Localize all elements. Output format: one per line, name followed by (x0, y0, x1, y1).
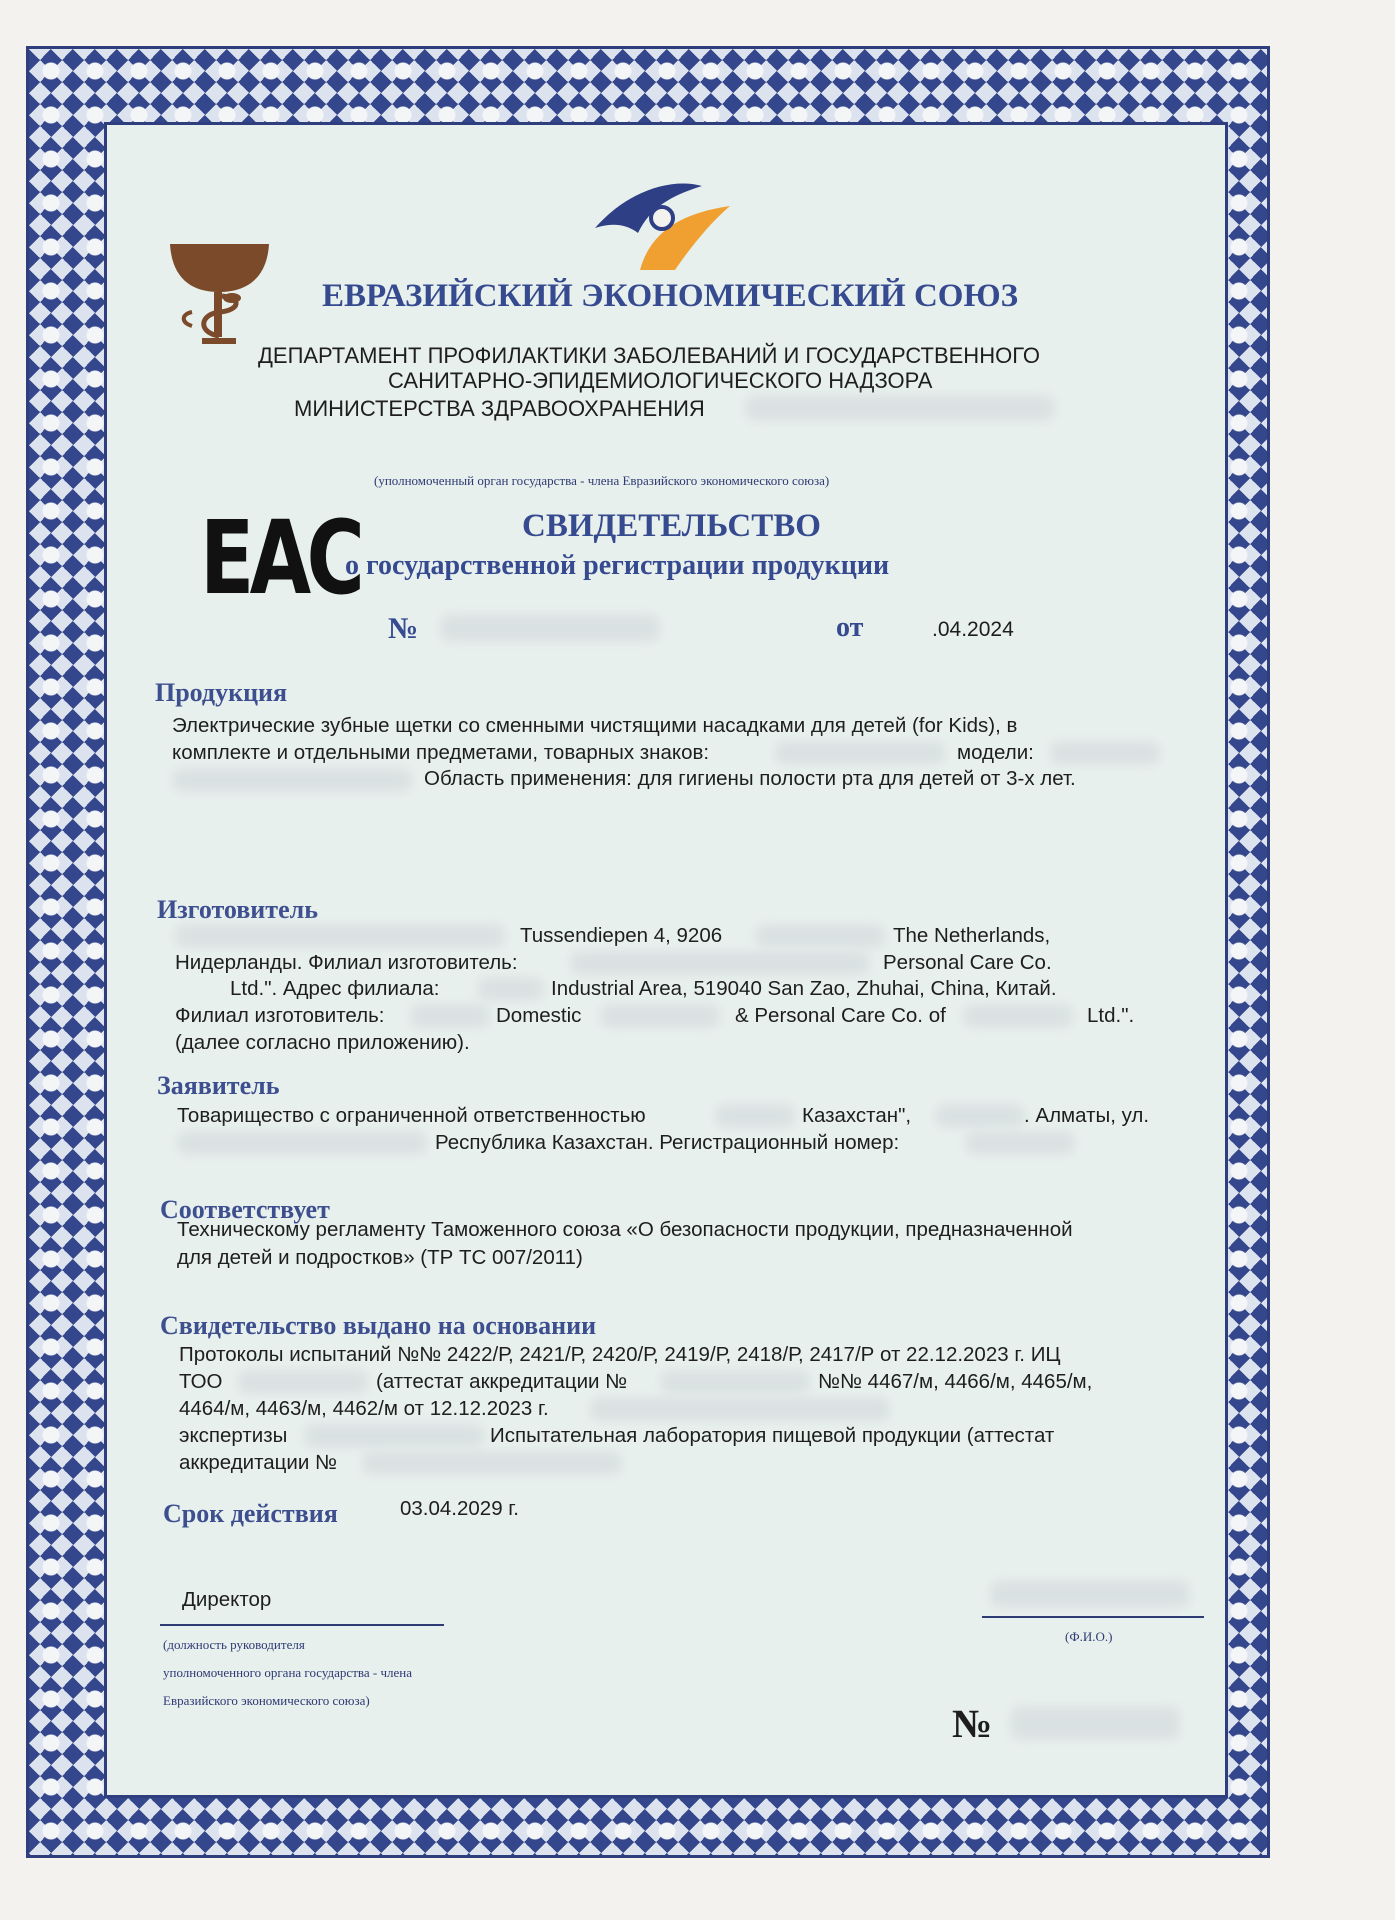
redacted-signatory-name (990, 1580, 1190, 1608)
date-label: от (836, 612, 864, 643)
number-label: № (388, 612, 419, 645)
validity-heading: Срок действия (163, 1499, 338, 1528)
name-caption: (Ф.И.О.) (1065, 1629, 1113, 1644)
product-line-2: комплекте и отдельными предметами, товарных знаков: (172, 741, 710, 764)
applicant-type: Товарищество с ограниченной ответственностью (177, 1104, 646, 1127)
medical-emblem-icon (162, 226, 277, 356)
product-line-1: Электрические зубные щетки со сменными чистящими насадками для детей (for Kids), в (172, 714, 1018, 737)
name-line (982, 1616, 1204, 1618)
product-line-3: Область применения: для гигиены полости рта для детей от 3-х лет. (424, 767, 1076, 790)
signatory-position: Директор (182, 1588, 272, 1611)
basis-heading: Свидетельство выдано на основании (160, 1311, 597, 1340)
redacted-manufacturer-name (175, 924, 505, 948)
basis-protocols-3: 4464/м, 4463/м, 4462/м от 12.12.2023 г. (179, 1397, 549, 1420)
manufacturer-branch-company: Personal Care Co. (883, 951, 1052, 974)
department-line-2: САНИТАРНО-ЭПИДЕМИОЛОГИЧЕСКОГО НАДЗОРА (388, 368, 933, 393)
basis-expertise: экспертизы (179, 1424, 288, 1447)
applicant-city: . Алматы, ул. (1024, 1104, 1150, 1127)
manufacturer-heading: Изготовитель (157, 895, 318, 924)
conformity-line-1: Техническому регламенту Таможенного союза «О безопасности продукции, предназначенной (177, 1218, 1073, 1241)
form-number-label: № (952, 1701, 993, 1746)
position-caption-2: уполномоченного органа государства - члена (163, 1665, 412, 1680)
basis-accreditation-2: аккредитации № (179, 1451, 337, 1474)
redacted-city (755, 924, 885, 948)
manufacturer-branch-address: Industrial Area, 519040 San Zao, Zhuhai, China, Китай. (551, 977, 1057, 1000)
redacted-form-number (1010, 1706, 1180, 1740)
basis-line-1: Протоколы испытаний №№ 2422/Р, 2421/Р, 2420/Р, 2419/Р, 2418/Р, 2417/Р от 22.12.2023 г. ИЦ (179, 1343, 1061, 1366)
redacted-branch2-1 (410, 1004, 490, 1028)
manufacturer-branch2-ltd: Ltd.". (1087, 1004, 1135, 1027)
authority-caption: (уполномоченный орган государства - члена Евразийского экономического союза) (374, 473, 830, 488)
product-heading: Продукция (155, 678, 288, 707)
redacted-country (745, 395, 1055, 421)
applicant-name-end: Казахстан", (802, 1104, 912, 1127)
conformity-heading: Соответствует (160, 1195, 330, 1224)
eaeu-logo-icon (590, 178, 740, 273)
union-name: ЕВРАЗИЙСКИЙ ЭКОНОМИЧЕСКИЙ СОЮЗ (322, 278, 1019, 314)
certificate-title: СВИДЕТЕЛЬСТВО (522, 508, 821, 544)
redacted-applicant-addr-1 (935, 1104, 1025, 1128)
redacted-expertise-2 (304, 1424, 484, 1448)
redacted-models-2 (172, 768, 412, 792)
manufacturer-branch2-company: & Personal Care Co. of (735, 1004, 946, 1027)
manufacturer-address: Tussendiepen 4, 9206 (520, 924, 723, 947)
department-line-3: МИНИСТЕРСТВА ЗДРАВООХРАНЕНИЯ (294, 396, 705, 421)
manufacturer-country: The Netherlands, (893, 924, 1051, 947)
position-line (160, 1624, 444, 1626)
redacted-applicant-name (715, 1104, 795, 1128)
product-models-label: модели: (957, 741, 1034, 764)
applicant-heading: Заявитель (157, 1071, 280, 1100)
redacted-registration (965, 1131, 1075, 1155)
position-caption-1: (должность руководителя (163, 1637, 305, 1652)
basis-food-lab: Испытательная лаборатория пищевой продукции (аттестат (490, 1424, 1055, 1447)
redacted-branch2-2 (600, 1004, 720, 1028)
redacted-lab-name (238, 1370, 368, 1394)
redacted-branch2-3 (963, 1004, 1073, 1028)
eac-mark: ЕАС (200, 499, 361, 618)
redacted-models-1 (1050, 741, 1160, 765)
conformity-line-2: для детей и подростков» (ТР ТС 007/2011) (177, 1246, 583, 1269)
manufacturer-branch-address-label: Ltd.". Адрес филиала: (230, 977, 440, 1000)
redacted-applicant-addr-2 (177, 1131, 427, 1155)
applicant-country-reg: Республика Казахстан. Регистрационный номер: (435, 1131, 900, 1154)
redacted-number (440, 614, 660, 642)
redacted-branch-name (570, 951, 870, 975)
redacted-accreditation-2 (362, 1451, 622, 1475)
basis-protocols-2: №№ 4467/м, 4466/м, 4465/м, (818, 1370, 1093, 1393)
redacted-expertise-1 (590, 1397, 890, 1421)
date-value: .04.2024 (932, 618, 1014, 641)
manufacturer-branch-label: Нидерланды. Филиал изготовитель: (175, 951, 518, 974)
basis-too: ТОО (179, 1370, 223, 1393)
redacted-branch-addr (478, 977, 544, 1001)
manufacturer-branch2-label: Филиал изготовитель: (175, 1004, 385, 1027)
certificate-subtitle: о государственной регистрации продукции (345, 550, 890, 581)
manufacturer-branch2-domestic: Domestic (496, 1004, 582, 1027)
validity-value: 03.04.2029 г. (400, 1497, 519, 1520)
redacted-accreditation-number (660, 1370, 810, 1394)
basis-accreditation: (аттестат аккредитации № (376, 1370, 628, 1393)
department-line-1: ДЕПАРТАМЕНТ ПРОФИЛАКТИКИ ЗАБОЛЕВАНИЙ И ГОСУДАРСТВЕННОГО (258, 343, 1040, 368)
position-caption-3: Евразийского экономического союза) (163, 1693, 370, 1708)
redacted-trademarks (775, 741, 945, 765)
manufacturer-appendix-note: (далее согласно приложению). (175, 1031, 470, 1054)
